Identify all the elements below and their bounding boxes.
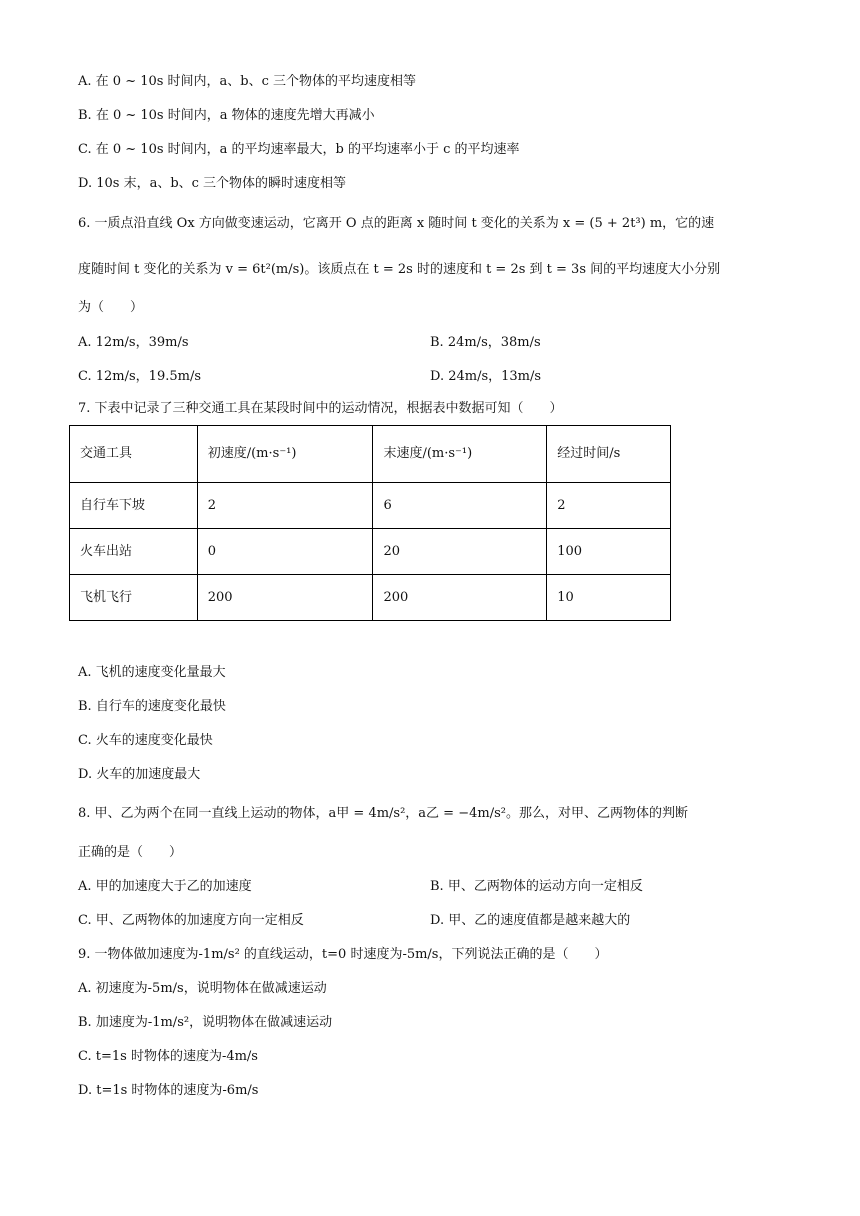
q6-stem-line-3: 为（ ） <box>78 300 144 315</box>
table-row <box>70 575 671 621</box>
table-cell: 2 <box>547 483 671 529</box>
table-header-cell: 末速度/(m·s⁻¹) <box>373 426 547 483</box>
table-header-cell: 经过时间/s <box>547 426 671 483</box>
q5-option-c: C. 在 0 ~ 10s 时间内，a 的平均速率最大，b 的平均速率小于 c 的平均速率 <box>78 142 520 157</box>
q5-option-b: B. 在 0 ~ 10s 时间内，a 物体的速度先增大再减小 <box>78 108 375 123</box>
q8-option-c: C. 甲、乙两物体的加速度方向一定相反 <box>78 913 304 928</box>
q6-stem-line-1: 6. 一质点沿直线 Ox 方向做变速运动，它离开 O 点的距离 x 随时间 t 变化的关系为 x = (5 + 2t³) m，它的速 <box>78 216 715 231</box>
q7-stem: 7. 下表中记录了三种交通工具在某段时间中的运动情况，根据表中数据可知（ ） <box>78 401 563 416</box>
table-cell: 0 <box>197 529 373 575</box>
q7-option-c: C. 火车的速度变化最快 <box>78 733 213 748</box>
table-cell: 飞机飞行 <box>70 575 198 621</box>
table-cell: 200 <box>373 575 547 621</box>
q8-option-b: B. 甲、乙两物体的运动方向一定相反 <box>430 879 643 894</box>
table-cell: 火车出站 <box>70 529 198 575</box>
q7-data-table <box>69 425 671 621</box>
table-header-row <box>70 426 671 483</box>
q7-option-b: B. 自行车的速度变化最快 <box>78 699 226 714</box>
q9-option-c: C. t=1s 时物体的速度为-4m/s <box>78 1049 258 1064</box>
q9-option-a: A. 初速度为-5m/s，说明物体在做减速运动 <box>78 981 327 996</box>
q7-option-a: A. 飞机的速度变化量最大 <box>78 665 226 680</box>
q9-option-b: B. 加速度为-1m/s²，说明物体在做减速运动 <box>78 1015 333 1030</box>
q6-stem-line-2: 度随时间 t 变化的关系为 v = 6t²(m/s)。该质点在 t = 2s 时的速度和 t = 2s 到 t = 3s 间的平均速度大小分别 <box>78 262 721 277</box>
q8-stem-line-2: 正确的是（ ） <box>78 845 183 860</box>
table-row <box>70 529 671 575</box>
q6-option-b: B. 24m/s，38m/s <box>430 335 541 350</box>
q6-option-a: A. 12m/s，39m/s <box>78 335 189 350</box>
q8-option-a: A. 甲的加速度大于乙的加速度 <box>78 879 252 894</box>
table-cell: 20 <box>373 529 547 575</box>
q5-option-d: D. 10s 末，a、b、c 三个物体的瞬时速度相等 <box>78 176 347 191</box>
table-cell: 自行车下坡 <box>70 483 198 529</box>
table-cell: 6 <box>373 483 547 529</box>
table-header-cell: 交通工具 <box>70 426 198 483</box>
q6-option-d: D. 24m/s，13m/s <box>430 369 542 384</box>
q7-option-d: D. 火车的加速度最大 <box>78 767 201 782</box>
q5-option-a: A. 在 0 ~ 10s 时间内，a、b、c 三个物体的平均速度相等 <box>78 74 417 89</box>
table-cell: 100 <box>547 529 671 575</box>
table-cell: 200 <box>197 575 373 621</box>
q6-option-c: C. 12m/s，19.5m/s <box>78 369 201 384</box>
table-row <box>70 483 671 529</box>
table-cell: 2 <box>197 483 373 529</box>
q9-stem: 9. 一物体做加速度为-1m/s² 的直线运动，t=0 时速度为-5m/s，下列说法正确的是（ ） <box>78 947 608 962</box>
q9-option-d: D. t=1s 时物体的速度为-6m/s <box>78 1083 259 1098</box>
q8-option-d: D. 甲、乙的速度值都是越来越大的 <box>430 913 631 928</box>
q8-stem-line-1: 8. 甲、乙为两个在同一直线上运动的物体，a甲 = 4m/s²，a乙 = −4m/s²。那么，对甲、乙两物体的判断 <box>78 806 688 821</box>
table-header-cell: 初速度/(m·s⁻¹) <box>197 426 373 483</box>
table-cell: 10 <box>547 575 671 621</box>
